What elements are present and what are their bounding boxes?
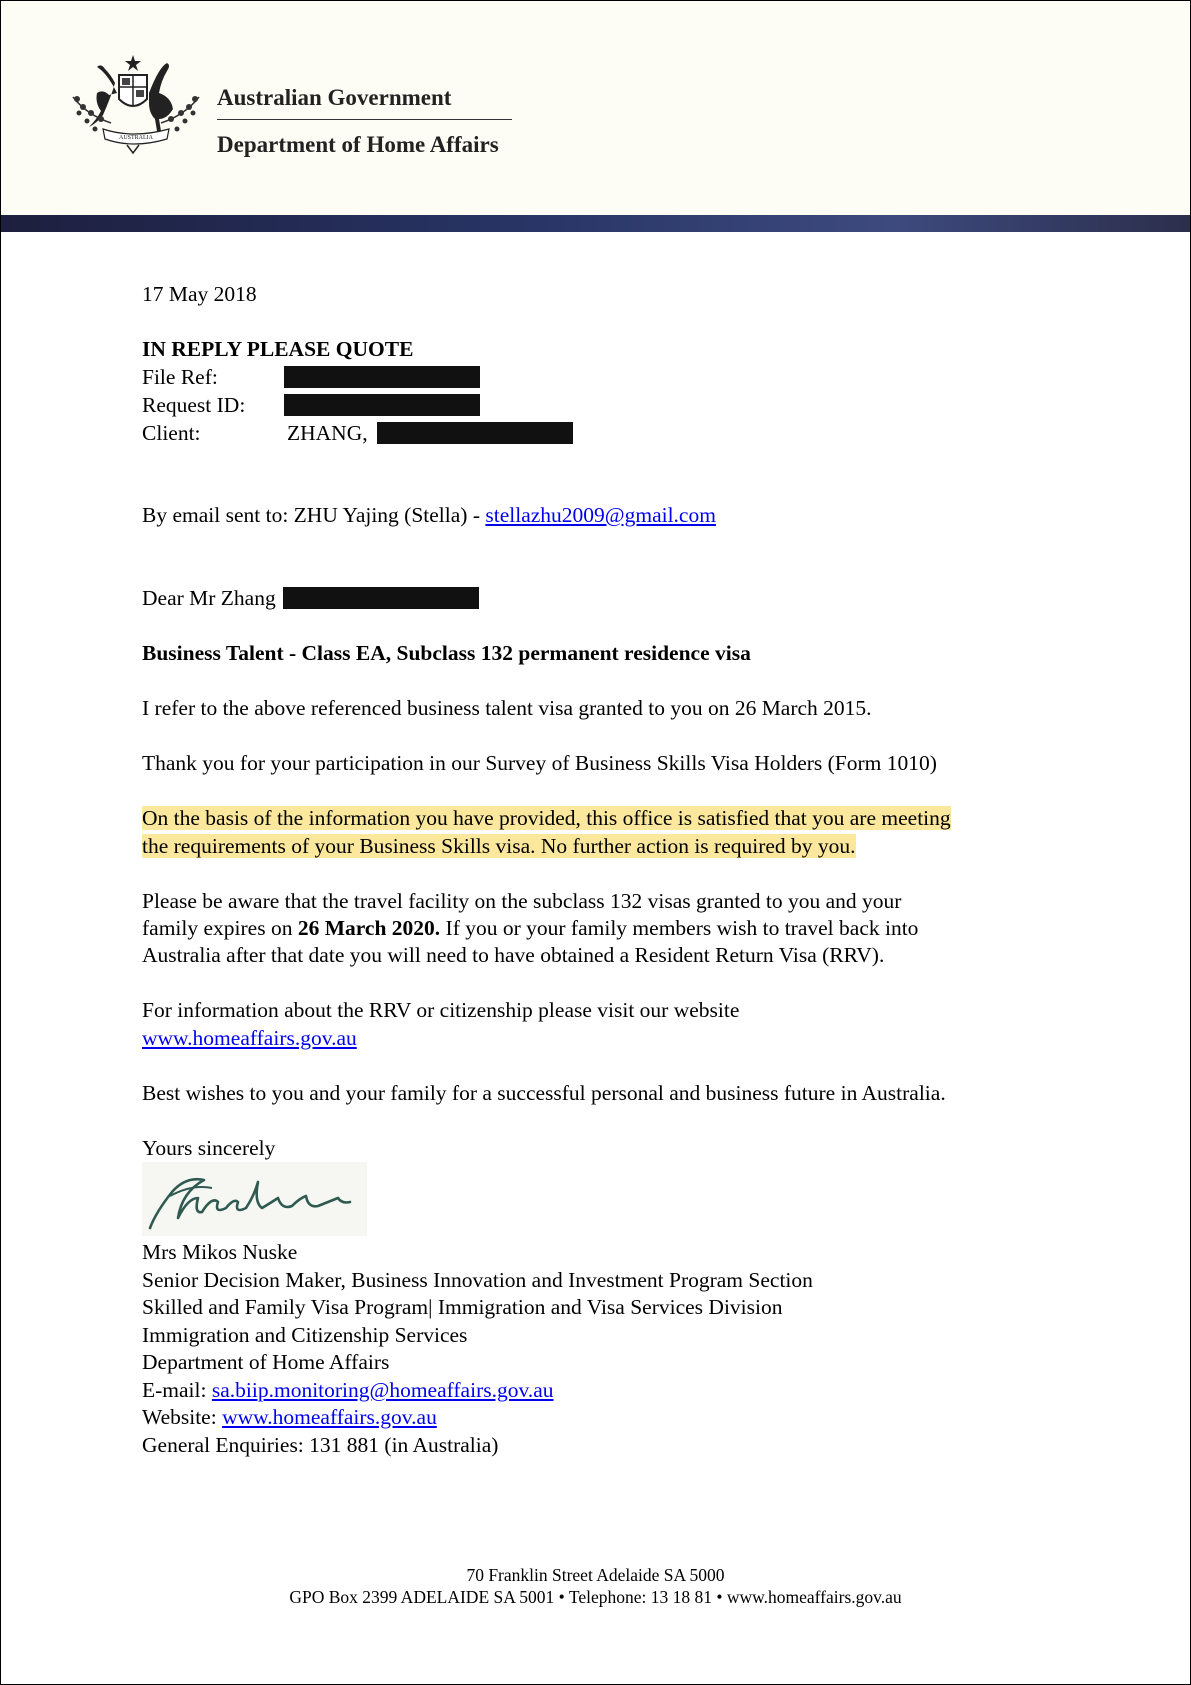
- client-label: Client:: [142, 421, 201, 445]
- salutation: [142, 585, 479, 613]
- paragraph-4-line-1: Please be aware that the travel facility on the subclass 132 visas granted to you and your: [142, 889, 902, 913]
- salutation-text: Dear Mr Zhang: [142, 586, 276, 610]
- file-ref-redaction: [284, 364, 480, 392]
- paragraph-3-line-2: the requirements of your Business Skills visa. No further action is required by you.: [142, 834, 856, 858]
- paragraph-5-line-2: [142, 1025, 357, 1053]
- footer-address: 70 Franklin Street Adelaide SA 5000: [466, 1565, 725, 1585]
- contact-website-link[interactable]: www.homeaffairs.gov.au: [222, 1405, 437, 1429]
- signatory-division: Skilled and Family Visa Program| Immigration and Visa Services Division: [142, 1295, 783, 1319]
- svg-text:AUSTRALIA: AUSTRALIA: [119, 135, 153, 141]
- signatory-department: Department of Home Affairs: [142, 1350, 390, 1374]
- paragraph-1: I refer to the above referenced business talent visa granted to you on 26 March 2015.: [142, 696, 872, 720]
- website-link[interactable]: www.homeaffairs.gov.au: [142, 1026, 357, 1050]
- letter-subject: Business Talent - Class EA, Subclass 132 permanent residence visa: [142, 641, 751, 665]
- paragraph-6: Best wishes to you and your family for a successful personal and business future in Australia.: [142, 1081, 946, 1105]
- closing: Yours sincerely: [142, 1136, 276, 1160]
- letter-date: 17 May 2018: [142, 282, 257, 306]
- signatory-service: Immigration and Citizenship Services: [142, 1323, 468, 1347]
- file-ref-label: File Ref:: [142, 365, 218, 389]
- paragraph-5-line-1: For information about the RRV or citizenship please visit our website: [142, 998, 740, 1022]
- recipient-email-link[interactable]: stellazhu2009@gmail.com: [485, 503, 716, 527]
- department-name: Department of Home Affairs: [217, 132, 499, 157]
- letterhead: [1, 1, 1190, 215]
- government-name: Australian Government: [217, 85, 452, 110]
- signatory-name: Mrs Mikos Nuske: [142, 1240, 298, 1264]
- coat-of-arms-icon: [67, 53, 207, 161]
- signatory-title: Senior Decision Maker, Business Innovation and Investment Program Section: [142, 1268, 813, 1292]
- email-sent-prefix: By email sent to: ZHU Yajing (Stella) -: [142, 503, 486, 527]
- client-redaction: [377, 422, 573, 444]
- signature-image: [142, 1162, 367, 1236]
- signatory-email-line: E-mail: sa.biip.monitoring@homeaffairs.gov.au: [142, 1378, 554, 1402]
- expiry-date: 26 March 2020.: [297, 916, 441, 940]
- contact-email-link[interactable]: sa.biip.monitoring@homeaffairs.gov.au: [211, 1378, 554, 1402]
- client-surname: ZHANG,: [287, 421, 368, 445]
- general-enquiries: General Enquiries: 131 881 (in Australia): [142, 1433, 499, 1457]
- client-value: [287, 420, 573, 448]
- header-divider: [217, 119, 512, 120]
- reply-heading: IN REPLY PLEASE QUOTE: [142, 337, 414, 361]
- paragraph-3-line-1: On the basis of the information you have provided, this office is satisfied that you are meeting: [142, 806, 951, 830]
- salutation-redaction: [283, 587, 479, 609]
- paragraph-4-line-2: family expires on 26 March 2020. If you or your family members wish to travel back into: [142, 916, 919, 940]
- header-band: [1, 215, 1190, 232]
- paragraph-4-line-3: Australia after that date you will need to have obtained a Resident Return Visa (RRV).: [142, 943, 885, 967]
- request-id-redaction: [284, 392, 480, 420]
- footer-contact: GPO Box 2399 ADELAIDE SA 5001 • Telephone: 13 18 81 • www.homeaffairs.gov.au: [289, 1587, 902, 1607]
- signatory-website-line: Website: www.homeaffairs.gov.au: [142, 1405, 437, 1429]
- paragraph-2: Thank you for your participation in our Survey of Business Skills Visa Holders (Form 1010): [142, 751, 937, 775]
- email-sent-line: [142, 502, 716, 530]
- request-id-label: Request ID:: [142, 393, 246, 417]
